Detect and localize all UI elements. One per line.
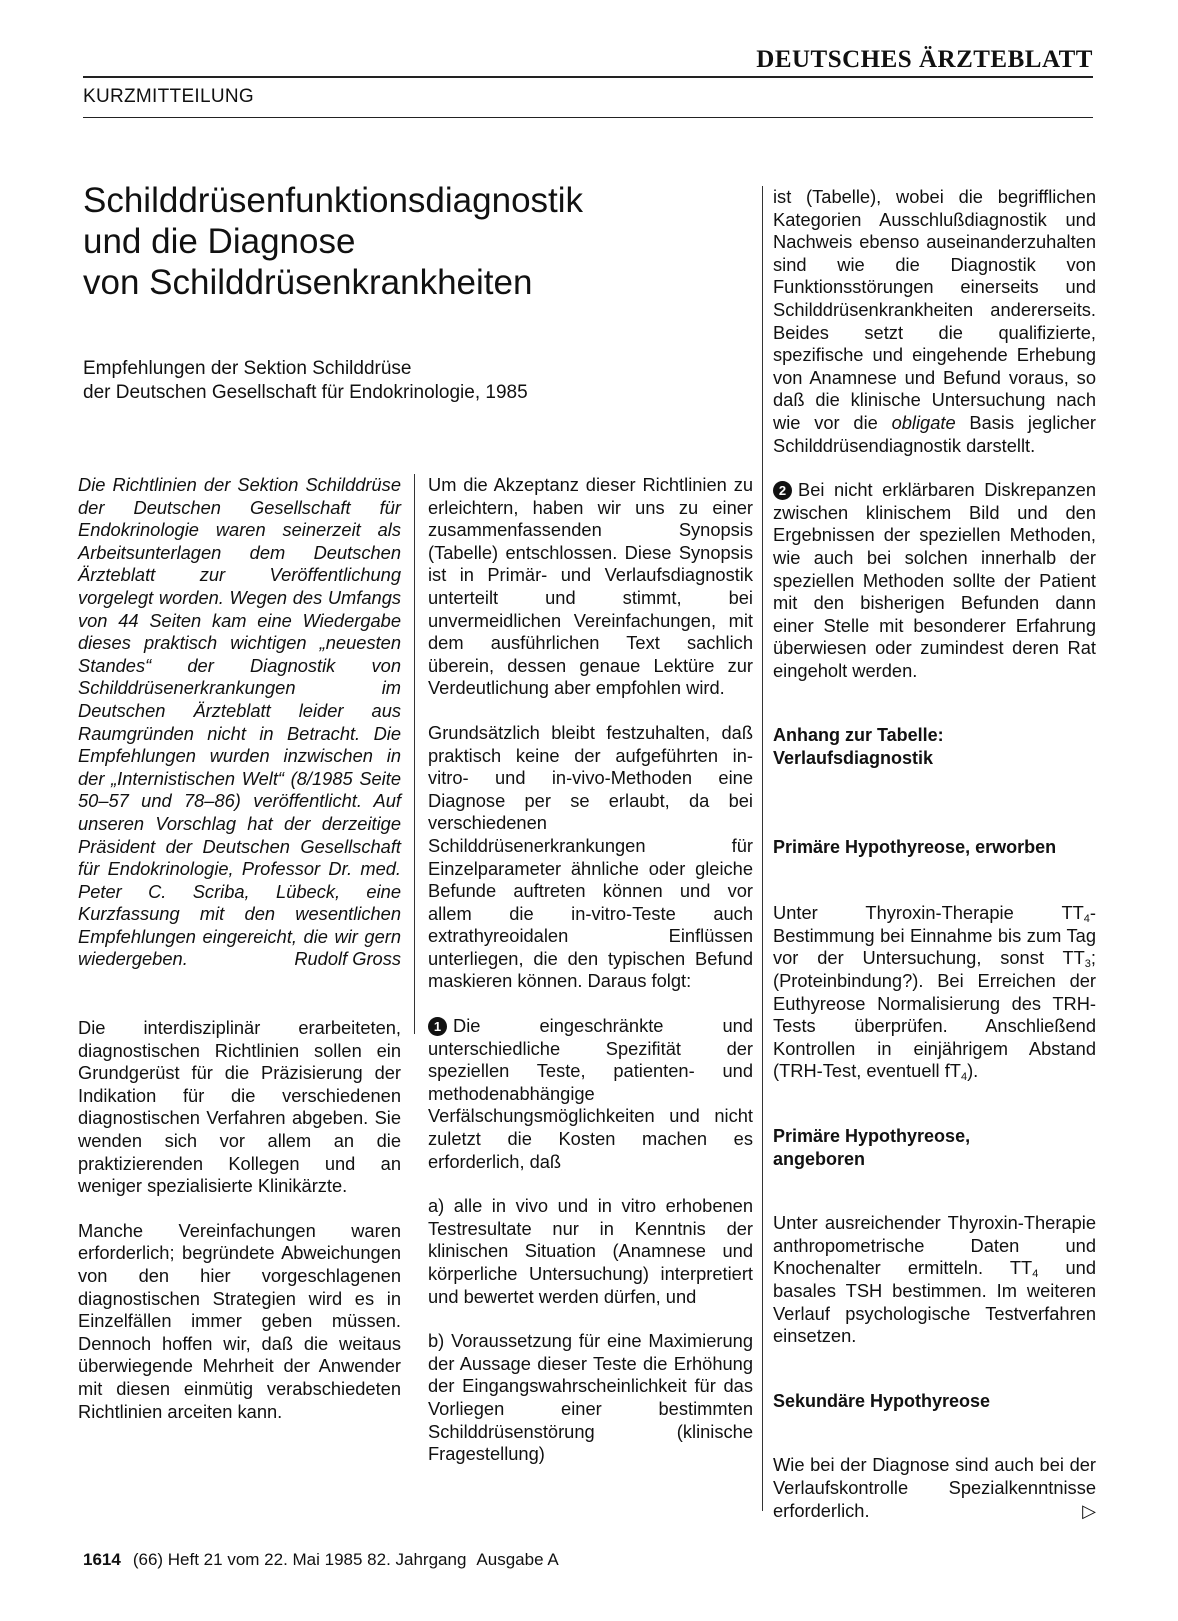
list-item-b: b) Voraussetzung für eine Maximierung der Aussage dieser Teste die Erhöhung der Eingangswahrscheinlichkeit für das Vorliegen einer bestimmten Schilddrüsenstörung (klinische Fragestellung) [428,1330,753,1465]
title-line: und die Diagnose [83,222,356,261]
paragraph-text: ; (Proteinbindung?). Bei Erreichen der Euthyreose Normalisierung des TRH-Tests überprüfen. Anschließend Kontrollen in einjährigem Abstand (TRH-Test, eventuell fT [773,947,1096,1082]
column-rule-1 [414,474,415,1034]
subtitle-line: der Deutschen Gesellschaft für Endokrinologie, 1985 [83,382,528,403]
column-1 [78,474,401,1445]
section-label: KURZMITTEILUNG [83,86,254,107]
paragraph [773,902,1096,1083]
heading-primaer-erworben: Primäre Hypothyreose, erworben [773,836,1057,857]
title-line: von Schilddrüsenkrankheiten [83,263,533,302]
numbered-item-1 [428,1015,753,1173]
issue-info: (66) Heft 21 vom 22. Mai 1985 82. Jahrgang [132,1550,467,1569]
item-text: Bei nicht erklärbaren Diskrepanzen zwischen klinischem Bild und den Ergebnissen der speziellen Methoden, wie auch bei solchen innerhalb der speziellen Methoden sollte der Patient mit den bisherigen Befunden dann einer Stelle mit besonderer Erfahrung überwiesen oder zumindest deren Rat eingeholt werden. [773,479,1096,681]
numbered-item-2 [773,479,1096,682]
item-text: Die eingeschränkte und unterschiedliche Spezifität der speziellen Teste, patienten- und methodenabhängige Verfälschungsmöglichkeiten und nicht zuletzt die Kosten machen es erforderlich, daß [428,1015,753,1172]
column-rule-2 [762,186,763,1511]
article-title [83,180,733,303]
paragraph-text: und basales TSH bestimmen. Im weiteren Verlauf psychologische Testverfahren einsetzen. [773,1257,1096,1347]
section-rule [83,117,1093,118]
paragraph-text: Basis jeglicher Schilddrüsendiagnostik darstellt. [773,411,1096,456]
paragraph [773,1212,1096,1348]
paragraph-text: ). [967,1060,979,1082]
page-number: 1614 [83,1550,121,1569]
edition: Ausgabe A [476,1550,559,1569]
subtitle-line: Empfehlungen der Sektion Schilddrüse [83,358,412,379]
heading-line: Anhang zur Tabelle: [773,725,944,746]
heading-sekundaer: Sekundäre Hypothyreose [773,1390,991,1411]
emphasis-obligate: obligate [891,411,956,433]
subscript: 4 [1032,1268,1039,1281]
paragraph-text: Wie bei der Diagnose sind auch bei der Verlaufskontrolle Spezialkenntnisse erforderlich. [773,1454,1096,1521]
title-line: Schilddrüsenfunktionsdiagnostik [83,181,584,220]
paragraph-text: ist (Tabelle), wobei die begrifflichen Kategorien Ausschlußdiagnostik und Nachweis ebenso auseinanderzuhalten sind wie die Diagnostik von Funktionsstörungen einerseits und Schilddrüsenkrankheiten andererseits. Beides setzt die qualifizierte, spezifische und eingehende Erhebung von Anamnese und Befund voraus, so daß die klinische Untersuchung nach wie vor die [773,186,1096,433]
heading-line: Primäre Hypothyreose, [773,1126,971,1146]
heading-line: Verlaufsdiagnostik [773,748,934,769]
paragraph: Die interdisziplinär erarbeiteten, diagnostischen Richtlinien sollen ein Grundgerüst für die Präzisierung der Indikation für die verschiedenen diagnostischen Verfahren abgeben. Sie wenden sich vor allem an die praktizierenden Kollegen und an weniger spezialisierte Klinikärzte. [78,1017,401,1197]
heading-anhang [773,724,1096,769]
heading-line: angeboren [773,1148,866,1169]
heading-primaer-angeboren [773,1125,1096,1170]
page-footer [83,1550,569,1570]
paragraph: Grundsätzlich bleibt festzuhalten, daß praktisch keine der aufgeführten in-vitro- und in-vivo-Methoden eine Diagnose per se erlaubt, da bei verschiedenen Schilddrüsenerkrankungen für Einzelparameter ähnliche oder gleiche Befunde auftreten können und vor allem die in-vitro-Teste auch extrathyreoidalen Einflüssen unterliegen, die den typischen Befund maskieren können. Daraus folgt: [428,721,753,992]
column-2 [428,474,753,1488]
editor-signature: Rudolf Gross [294,948,401,970]
masthead-rule [83,76,1093,78]
subscript: 3 [1084,958,1091,971]
paragraph-text: Unter Thyroxin-Therapie TT [773,902,1084,924]
article-subtitle [83,357,703,405]
paragraph-text: -Bestimmung bei Einnahme bis zum Tag vor der Untersuchung, sonst TT [773,902,1096,969]
editor-intro-text: Die Richtlinien der Sektion Schilddrüse der Deutschen Gesellschaft für Endokrinologie waren seinerzeit als Arbeitsunterlagen dem Deutschen Ärzteblatt zur Veröffentlichung vorgelegt worden. Wegen des Umfangs von 44 Seiten kam eine Wiedergabe dieses praktisch wichtigen „neuesten Standes“ der Diagnostik von Schilddrüsenerkrankungen im Deutschen Ärzteblatt leider aus Raumgründen nicht in Betracht. Die Empfehlungen wurden inzwischen in der „Internistischen Welt“ (8/1985 Seite 50–57 und 78–86) veröffentlicht. Auf unseren Vorschlag hat der derzeitige Präsident der Deutschen Gesellschaft für Endokrinologie, Professor Dr. med. Peter C. Scriba, Lübeck, eine Kurzfassung mit den wesentlichen Empfehlungen eingereicht, die wir gern wiedergeben. [78,474,401,970]
paragraph: Um die Akzeptanz dieser Richtlinien zu erleichtern, haben wir uns zu einer zusammenfassenden Synopsis (Tabelle) entschlossen. Diese Synopsis ist in Primär- und Verlaufsdiagnostik unterteilt und stimmt, bei unvermeidlichen Vereinfachungen, mit dem ausführlichen Text sachlich überein, dessen genaue Lektüre zur Verdeutlichung aber empfohlen wird. [428,474,753,699]
editor-intro [78,474,401,971]
paragraph [773,1454,1096,1522]
paragraph-text: Unter ausreichender Thyroxin-Therapie anthropometrische Daten und Knochenalter ermitteln. TT [773,1212,1096,1279]
subscript: 4 [960,1071,968,1084]
number-1-icon: 1 [428,1017,447,1036]
list-item-a: a) alle in vivo und in vitro erhobenen Testresultate nur in Kenntnis der klinischen Situation (Anamnese und körperliche Untersuchung) interpretiert und bewertet werden dürfen, und [428,1195,753,1307]
column-3 [773,186,1096,1544]
paragraph: Manche Vereinfachungen waren erforderlich; begründete Abweichungen von den hier vorgeschlagenen diagnostischen Strategien wird es in Einzelfällen immer geben müssen. Dennoch hoffen wir, daß die weitaus überwiegende Mehrheit der Anwender mit diesen einmütig verabschiedeten Richtlinien arceiten kann. [78,1219,401,1422]
subscript: 4 [1083,913,1090,926]
number-2-icon: 2 [773,481,792,500]
continue-arrow-icon: ▷ [1082,1500,1096,1521]
paragraph [773,186,1096,457]
masthead: DEUTSCHES ÄRZTEBLATT [756,46,1093,73]
